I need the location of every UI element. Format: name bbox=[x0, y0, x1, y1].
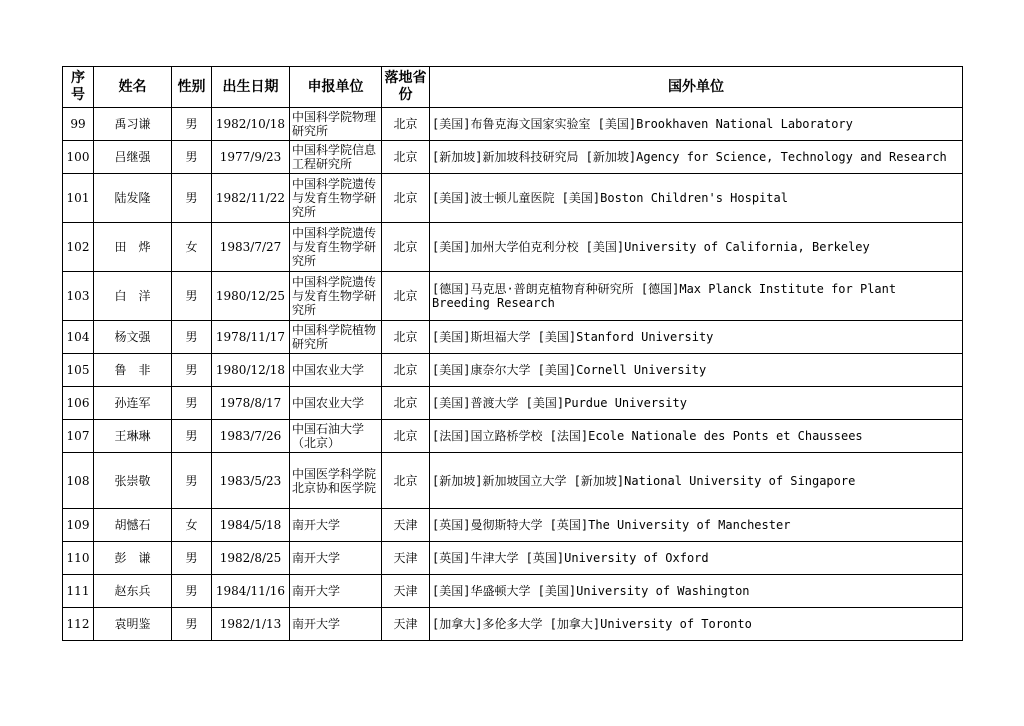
foreign-unit-cell: [美国]斯坦福大学 [美国]Stanford University bbox=[430, 321, 963, 354]
gender-cell: 男 bbox=[172, 420, 212, 453]
row-number-cell: 107 bbox=[63, 420, 94, 453]
table-row bbox=[63, 141, 963, 174]
foreign-unit-cell: [美国]布鲁克海文国家实验室 [美国]Brookhaven National Laboratory bbox=[430, 108, 963, 141]
applying-unit-cell: 中国科学院遗传与发育生物学研究所 bbox=[290, 174, 382, 223]
birth-date-cell: 1984/5/18 bbox=[212, 509, 290, 542]
person-name-cell: 田 烨 bbox=[94, 223, 172, 272]
birth-date-cell: 1983/5/23 bbox=[212, 453, 290, 509]
foreign-unit-cell: [美国]华盛顿大学 [美国]University of Washington bbox=[430, 575, 963, 608]
row-number-cell: 110 bbox=[63, 542, 94, 575]
table-row bbox=[63, 608, 963, 641]
province-cell: 北京 bbox=[382, 272, 430, 321]
header-birth-date: 出生日期 bbox=[212, 67, 290, 108]
birth-date-cell: 1984/11/16 bbox=[212, 575, 290, 608]
table-row bbox=[63, 575, 963, 608]
gender-cell: 男 bbox=[172, 272, 212, 321]
person-name-cell: 杨文强 bbox=[94, 321, 172, 354]
person-name-cell: 孙连军 bbox=[94, 387, 172, 420]
foreign-unit-cell: [加拿大]多伦多大学 [加拿大]University of Toronto bbox=[430, 608, 963, 641]
province-cell: 天津 bbox=[382, 608, 430, 641]
data-table bbox=[62, 66, 963, 641]
table-row bbox=[63, 453, 963, 509]
province-cell: 北京 bbox=[382, 141, 430, 174]
foreign-unit-cell: [英国]曼彻斯特大学 [英国]The University of Manchester bbox=[430, 509, 963, 542]
row-number-cell: 99 bbox=[63, 108, 94, 141]
applying-unit-cell: 南开大学 bbox=[290, 608, 382, 641]
row-number-cell: 111 bbox=[63, 575, 94, 608]
province-cell: 北京 bbox=[382, 420, 430, 453]
person-name-cell: 彭 谦 bbox=[94, 542, 172, 575]
birth-date-cell: 1982/10/18 bbox=[212, 108, 290, 141]
gender-cell: 男 bbox=[172, 542, 212, 575]
applying-unit-cell: 南开大学 bbox=[290, 542, 382, 575]
person-name-cell: 王琳琳 bbox=[94, 420, 172, 453]
header-row bbox=[63, 67, 963, 108]
table-row bbox=[63, 223, 963, 272]
province-cell: 北京 bbox=[382, 174, 430, 223]
row-number-cell: 100 bbox=[63, 141, 94, 174]
province-cell: 天津 bbox=[382, 509, 430, 542]
gender-cell: 男 bbox=[172, 174, 212, 223]
province-cell: 北京 bbox=[382, 108, 430, 141]
table-row bbox=[63, 542, 963, 575]
applying-unit-cell: 中国医学科学院北京协和医学院 bbox=[290, 453, 382, 509]
header-foreign-unit: 国外单位 bbox=[430, 67, 963, 108]
row-number-cell: 106 bbox=[63, 387, 94, 420]
applying-unit-cell: 中国农业大学 bbox=[290, 387, 382, 420]
foreign-unit-cell: [德国]马克思·普朗克植物育种研究所 [德国]Max Planck Institute for Plant Breeding Research bbox=[430, 272, 963, 321]
table-row bbox=[63, 354, 963, 387]
birth-date-cell: 1983/7/27 bbox=[212, 223, 290, 272]
header-applying-unit: 申报单位 bbox=[290, 67, 382, 108]
gender-cell: 男 bbox=[172, 108, 212, 141]
row-number-cell: 105 bbox=[63, 354, 94, 387]
person-name-cell: 袁明鉴 bbox=[94, 608, 172, 641]
foreign-unit-cell: [英国]牛津大学 [英国]University of Oxford bbox=[430, 542, 963, 575]
gender-cell: 男 bbox=[172, 354, 212, 387]
province-cell: 北京 bbox=[382, 223, 430, 272]
birth-date-cell: 1980/12/18 bbox=[212, 354, 290, 387]
birth-date-cell: 1982/1/13 bbox=[212, 608, 290, 641]
person-name-cell: 胡憾石 bbox=[94, 509, 172, 542]
province-cell: 北京 bbox=[382, 321, 430, 354]
gender-cell: 男 bbox=[172, 321, 212, 354]
birth-date-cell: 1978/8/17 bbox=[212, 387, 290, 420]
applying-unit-cell: 南开大学 bbox=[290, 509, 382, 542]
gender-cell: 男 bbox=[172, 608, 212, 641]
applying-unit-cell: 中国科学院信息工程研究所 bbox=[290, 141, 382, 174]
header-province: 落地省份 bbox=[382, 67, 430, 108]
birth-date-cell: 1982/11/22 bbox=[212, 174, 290, 223]
table-row bbox=[63, 108, 963, 141]
birth-date-cell: 1977/9/23 bbox=[212, 141, 290, 174]
foreign-unit-cell: [新加坡]新加坡国立大学 [新加坡]National University of Singapore bbox=[430, 453, 963, 509]
row-number-cell: 104 bbox=[63, 321, 94, 354]
province-cell: 北京 bbox=[382, 354, 430, 387]
birth-date-cell: 1982/8/25 bbox=[212, 542, 290, 575]
applying-unit-cell: 中国科学院遗传与发育生物学研究所 bbox=[290, 272, 382, 321]
birth-date-cell: 1978/11/17 bbox=[212, 321, 290, 354]
province-cell: 天津 bbox=[382, 575, 430, 608]
foreign-unit-cell: [法国]国立路桥学校 [法国]Ecole Nationale des Ponts et Chaussees bbox=[430, 420, 963, 453]
applying-unit-cell: 中国科学院植物研究所 bbox=[290, 321, 382, 354]
applying-unit-cell: 中国石油大学（北京） bbox=[290, 420, 382, 453]
row-number-cell: 112 bbox=[63, 608, 94, 641]
province-cell: 天津 bbox=[382, 542, 430, 575]
header-gender: 性别 bbox=[172, 67, 212, 108]
row-number-cell: 103 bbox=[63, 272, 94, 321]
row-number-cell: 101 bbox=[63, 174, 94, 223]
table-row bbox=[63, 272, 963, 321]
header-no: 序号 bbox=[63, 67, 94, 108]
table-row bbox=[63, 420, 963, 453]
table-row bbox=[63, 174, 963, 223]
birth-date-cell: 1980/12/25 bbox=[212, 272, 290, 321]
person-name-cell: 吕继强 bbox=[94, 141, 172, 174]
table-row bbox=[63, 387, 963, 420]
applying-unit-cell: 中国科学院遗传与发育生物学研究所 bbox=[290, 223, 382, 272]
person-name-cell: 张崇敬 bbox=[94, 453, 172, 509]
person-name-cell: 白 洋 bbox=[94, 272, 172, 321]
row-number-cell: 109 bbox=[63, 509, 94, 542]
gender-cell: 男 bbox=[172, 575, 212, 608]
row-number-cell: 102 bbox=[63, 223, 94, 272]
birth-date-cell: 1983/7/26 bbox=[212, 420, 290, 453]
foreign-unit-cell: [美国]康奈尔大学 [美国]Cornell University bbox=[430, 354, 963, 387]
row-number-cell: 108 bbox=[63, 453, 94, 509]
table-row bbox=[63, 509, 963, 542]
header-name: 姓名 bbox=[94, 67, 172, 108]
person-name-cell: 陆发隆 bbox=[94, 174, 172, 223]
person-name-cell: 鲁 非 bbox=[94, 354, 172, 387]
gender-cell: 女 bbox=[172, 509, 212, 542]
province-cell: 北京 bbox=[382, 453, 430, 509]
applying-unit-cell: 南开大学 bbox=[290, 575, 382, 608]
person-name-cell: 禹习谦 bbox=[94, 108, 172, 141]
foreign-unit-cell: [新加坡]新加坡科技研究局 [新加坡]Agency for Science, Technology and Research bbox=[430, 141, 963, 174]
applying-unit-cell: 中国农业大学 bbox=[290, 354, 382, 387]
gender-cell: 男 bbox=[172, 453, 212, 509]
foreign-unit-cell: [美国]波士顿儿童医院 [美国]Boston Children's Hospital bbox=[430, 174, 963, 223]
gender-cell: 女 bbox=[172, 223, 212, 272]
province-cell: 北京 bbox=[382, 387, 430, 420]
table-row bbox=[63, 321, 963, 354]
gender-cell: 男 bbox=[172, 141, 212, 174]
foreign-unit-cell: [美国]加州大学伯克利分校 [美国]University of California, Berkeley bbox=[430, 223, 963, 272]
foreign-unit-cell: [美国]普渡大学 [美国]Purdue University bbox=[430, 387, 963, 420]
gender-cell: 男 bbox=[172, 387, 212, 420]
applying-unit-cell: 中国科学院物理研究所 bbox=[290, 108, 382, 141]
person-name-cell: 赵东兵 bbox=[94, 575, 172, 608]
